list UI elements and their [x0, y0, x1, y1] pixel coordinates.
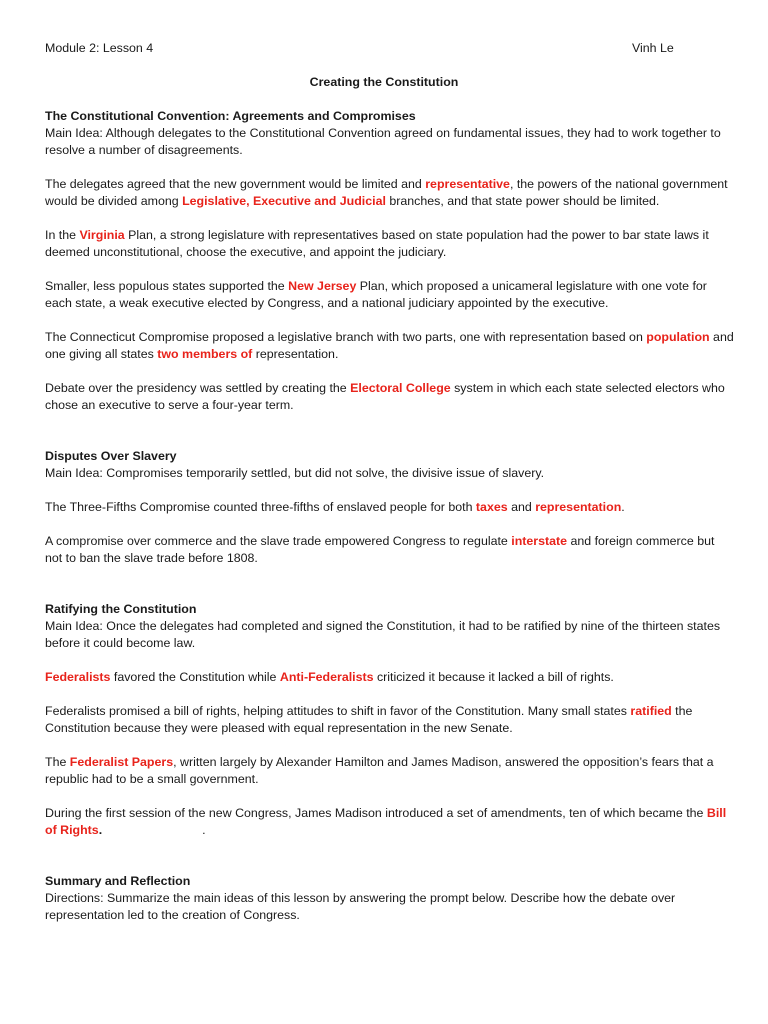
header-student-name: Vinh Le [632, 41, 674, 55]
answer-new-jersey: New Jersey [288, 279, 357, 293]
main-idea-ratifying: Main Idea: Once the delegates had completed and signed the Constitution, it had to be ratified by nine of the thirteen states before it could become law. [45, 619, 721, 650]
answer-representation: representation [535, 500, 622, 514]
main-idea-convention: Main Idea: Although delegates to the Constitutional Convention agreed on fundamental issues, they had to work together to resolve a number of disagreements. [45, 126, 721, 157]
text-run: Federalists promised a bill of rights, helping attitudes to shift in favor of the Constitution. Many small states [45, 704, 631, 718]
paragraph-electoral-college [45, 380, 735, 414]
answer-electoral-college: Electoral College [350, 381, 451, 395]
section-heading-ratifying: Ratifying the Constitution [45, 602, 197, 616]
paragraph-connecticut-compromise [45, 329, 735, 363]
paragraph-commerce-compromise [45, 533, 735, 567]
text-run: and foreign commerce but not to ban the slave trade before 1808. [45, 534, 715, 565]
paragraph-delegates-agreed [45, 176, 735, 210]
answer-interstate: interstate [511, 534, 568, 548]
text-run: . [98, 823, 103, 837]
section-heading-summary: Summary and Reflection [45, 874, 191, 888]
text-run: and [507, 500, 536, 514]
text-run: and one giving all states [45, 330, 734, 361]
section-heading-slavery: Disputes Over Slavery [45, 449, 177, 463]
text-run: , written largely by Alexander Hamilton and James Madison, answered the opposition’s fears that a republic had to be a small government. [45, 755, 714, 786]
text-run: representation. [252, 347, 339, 361]
summary-directions: Directions: Summarize the main ideas of this lesson by answering the prompt below. Describe how the debate over representation led to the creation of Congress. [45, 891, 676, 922]
answer-federalist-papers: Federalist Papers [69, 755, 174, 769]
text-run: system in which each state selected electors who chose an executive to serve a four-year term. [45, 381, 725, 412]
document-title: Creating the Constitution [309, 75, 459, 89]
text-run: In the [45, 228, 80, 242]
text-run: criticized it because it lacked a bill of rights. [373, 670, 614, 684]
text-run: During the first session of the new Congress, James Madison introduced a set of amendments, ten of which became the [45, 806, 707, 820]
text-run: The [45, 755, 70, 769]
answer-population: population [646, 330, 710, 344]
text-run: Smaller, less populous states supported the [45, 279, 289, 293]
paragraph-federalists [45, 669, 735, 686]
answer-anti-federalists: Anti-Federalists [279, 670, 374, 684]
answer-ratified: ratified [630, 704, 672, 718]
text-run: , the powers of the national government would be divided among [45, 177, 728, 208]
answer-branches: Legislative, Executive and Judicial [182, 194, 386, 208]
paragraph-new-jersey-plan [45, 278, 735, 312]
text-run: The delegates agreed that the new government would be limited and [45, 177, 426, 191]
text-run: Debate over the presidency was settled by creating the [45, 381, 351, 395]
text-run: The Three-Fifths Compromise counted three-fifths of enslaved people for both [45, 500, 476, 514]
text-run: branches, and that state power should be limited. [385, 194, 660, 208]
paragraph-federalist-papers [45, 754, 735, 788]
text-run: The Connecticut Compromise proposed a legislative branch with two parts, one with representation based on [45, 330, 647, 344]
paragraph-first-congress [45, 805, 735, 839]
paragraph-three-fifths [45, 499, 735, 516]
paragraph-virginia-plan [45, 227, 735, 261]
header-module-lesson: Module 2: Lesson 4 [45, 41, 154, 55]
document-body [45, 108, 735, 924]
text-run: the Constitution because they were pleased with equal representation in the new Senate. [45, 704, 693, 735]
paragraph-bill-of-rights-promise [45, 703, 735, 737]
text-run: . [621, 500, 625, 514]
text-run: . [202, 823, 206, 837]
answer-virginia: Virginia [79, 228, 125, 242]
text-run: Plan, a strong legislature with representatives based on state population had the power to bar state laws it deemed unconstitutional, choose the executive, and appoint the judiciary. [45, 228, 709, 259]
answer-federalists: Federalists [45, 670, 111, 684]
answer-two-members: two members of [157, 347, 253, 361]
text-run: favored the Constitution while [110, 670, 280, 684]
answer-representative: representative [425, 177, 510, 191]
answer-bill-of-rights: Bill of Rights [45, 806, 727, 837]
main-idea-slavery: Main Idea: Compromises temporarily settled, but did not solve, the divisive issue of slavery. [45, 466, 545, 480]
section-heading-convention: The Constitutional Convention: Agreements and Compromises [45, 109, 416, 123]
text-run: Plan, which proposed a unicameral legislature with one vote for each state, a weak executive elected by Congress, and a national judiciary appointed by the executive. [45, 279, 707, 310]
text-run: A compromise over commerce and the slave trade empowered Congress to regulate [45, 534, 512, 548]
answer-taxes: taxes [475, 500, 508, 514]
